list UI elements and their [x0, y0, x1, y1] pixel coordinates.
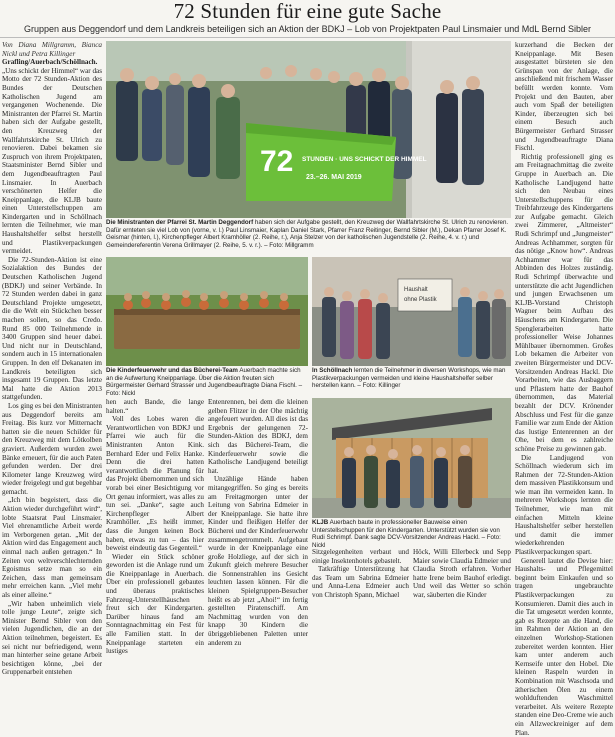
subhead: Gruppen aus Deggendorf und dem Landkreis beteiligen sich an Aktion der BDKJ – Lob von Projektpaten Paul Linsmaier und MdL Bernd Sibler: [23, 24, 591, 34]
article-paragraph: kurzerhand die Becken der Kneippanlage. Mit Besen ausgestattet bürsteten sie den Grünspan von der Anlage, die anschließend mit frischem Wasser befüllt werden konnte. Vom Projekt und den Bauten, aber auch vom Spaß der beteiligten Kinder, überzeugten sich bei einem Besuch auch Bürgermeister Gerhard Strasser und Jugendbeauftragte Diana Fischl.: [515, 41, 613, 153]
banner-dates: 23.–26. MAI 2019: [306, 174, 362, 181]
dateline: Grafling/Auerbach/Schöllnach.: [2, 58, 98, 67]
photo-schoellnach: [312, 257, 511, 366]
article-paragraph: Voll des Lobes waren die Verantwortlichen von BDKJ und Pfarrei wie auch für die Ministranten Anton Kink. Bernhard Eder und Felix Hanke. Denn die drei hatten verantwortlich die Planung für das Projekt übernommen und sich vorab bei einer Besichtigung vor Ort genau informiert, was alles zu tun sei. „Danke“, sagte auch Kirchenpfleger Albert Kramhöller. „Es heißt immer, dass die Jungen keinen Bock haben, etwas zu tun – das hier beweist eindeutig das Gegenteil.“: [106, 415, 204, 553]
group-photo-illustration: [106, 41, 511, 218]
photo-kneipp: [106, 257, 308, 366]
article-paragraph: Unzählige Hände haben mitangegriffen. So ging es bereits am Freitagmorgen unter der Leitung von Sabrina Edmeier in der Kneippanlage. Sie hatte ihre Kinder und fleißigen Helfer der Bücherei und der Kinderfeuerwehr zusammengetrommelt. Aufgebaut wurde in der Kneippanlage eine große Holzliege, auf der sich in Zukunft gleich mehrere Besucher die Sonnenstrahlen ins Gesicht leuchten lassen können. Für die kleinen Spielgruppen-Besucher heißt es ab jetzt „Ahoi!“ im fertig gestellten Piratenschiff. Am Nachmittag wurden von den knapp 30 Kindern die übriggebliebenen Paletten unter anderem zu: [208, 475, 308, 647]
article-paragraph: „Ich bin begeistert, dass die Aktion wieder durchgeführt wird“, lobte Staatsrat Paul Linsmaier. Viel ehrenamtliche Arbeit werde im Verborgenen getan. „Mit der Aktion wird das Engagement auch einmal nach außen getragen.“ In Zeiten von weltverschlechternden Egoismus setze man so ein Zeichen, dass man gemeinsam mehr erreichen kann. „Viel mehr als einer alleine.“: [2, 496, 102, 599]
article-paragraph: [2, 58, 102, 256]
article-paragraph: Wieder ein Stück schöner geworden ist die Anlage rund um die Kneippanlage in Auerbach. Über ein professionell gebautes und überaus praktisches Fahrzeug-Unterstellhäuschen freut sich der Kindergarten. Darüber hinaus fand am Sonntagnachmittag ein Fest für alle Familien statt. In der Kneippanlage starteten ein lustiges: [106, 552, 204, 656]
caption-text: Auerbach baute in professioneller Bauweise einen Unterstellschuppen für den Kindergarten. Unterstützt wurden sie von Rudi Schrimpf. Dank sagte DCV-Vorsitzender Andreas Hackl.: [312, 519, 500, 542]
article-paragraph: Sitzgelegenheiten verbaut und einige Insektenhotels gebastelt.: [312, 548, 409, 565]
article-paragraph: Richtig professionell ging es am Freitagnachmittag die zweite Gruppe in Auerbach an. Die Katholische Landjugend hatte sich den Neubau eines Unterstellschuppens für die Treibfahrzeuge des Kindergartens zur Aufgabe gemacht. Gleich zwei Zimmerer, „Altmeister“ Rudi Schrimpf und „Jungmeister“ Andreas Achhammer, sorgten für das nötige „Know how“. Andreas Achhammer war für das Abbinden des Holzes zuständig. Rudi Schrimpf überwachte und unterstützte die acht Jugendlichen und jungen Erwachsenen um KLJB-Vorstand Christoph Wagner beim Aufbau des Häuschens am Kindergarten. Die Spenglerarbeiten hatte professioneller Weise Johannes Mühlbauer übernommen. Großes Lob bekamen die Arbeiter von zweiten Bürgermeister und DCV-Vorsitzenden Andreas Hackl. Die Vorarbeiten, wie das Ausbaggern und Pflastern hatte der Bauhof übernommen, das Material bezahlt der DCV. Krönender Abschluss und Fest für die ganze Familie war zum Ende der Aktion das lustige Entenrennen an der Ohe, bei dem es zahlreiche schöne Preise zu gewinnen gab.: [515, 152, 613, 453]
column-5: [413, 548, 511, 598]
article-paragraph: Die 72-Stunden-Aktion ist eine Sozialaktion des Bundes der Deutschen Katholischen Jugend (BDKJ) und seiner Verbände. In 72 Stunden werden dabei in ganz Deutschland Projekte umgesetzt, die die Welt ein Stückchen besser machen sollen, so das Credo. Rund 85 000 Teilnehmende in 3400 Gruppen sind heuer dabei. Und nicht nur in Deutschland, sondern auch in 15 internationalen Gruppen. In den elf Dekanaten im Landkreis beteiligten sich insgesamt 19 Gruppen. Das letzte Mal hatte die Aktion 2013 stattgefunden.: [2, 255, 102, 402]
photo-credit: – Foto: Millgramm: [264, 241, 314, 249]
article-paragraph: Die Landjugend von Schöllnach wiederum sich im Rahmen der 72-Stunden-Aktion dem massiven Plastikkonsum und wie man ihn vermeiden kann. In mehreren Workshops lernten die Teilnehmer, wie man mit einfachen Mitteln kleine Haushaltshelfer selber herstellen und damit die immer wiederkehrenden Plastikverpackungen spart.: [515, 453, 613, 557]
article-paragraph: Generell lautet die Devise hier: Haushalts- und Pflegemittel beginnt beim Einkaufen und so tragen ungebrauchte Plastikverpackungen zu Konsumieren. Damit dies auch in die Tat umgesetzt werden konnte, gab es Rezepte an die Hand, die im Rahmen der Aktion an den einzelnen Workshop-Stationen zubereitet werden konnten. Hier kam unter anderem auch Kernseife unter den Hobel. Die kleinen Raspeln wurden in Kombination mit Waschsoda und ätherischen Ölen zu einem wohlduftenden Waschmittel verarbeitet. Als weitere Rezepte standen eine Deo-Creme wie auch ein Allzweckreiniger auf dem Plan.: [515, 556, 613, 737]
banner-slogan: STUNDEN · UNS SCHICKT DER HIMMEL: [302, 156, 427, 163]
photo-kljb: [312, 398, 511, 518]
column-4: [312, 548, 409, 598]
article-paragraph: Tatkräftige Unterstützung hat das Team um Sabrina Edmeier und Anna-Lena Edmeier auch von Christoph Spann, Michael: [312, 565, 409, 599]
kneipp-photo-illustration: [106, 257, 308, 366]
svg-text:Haushalt: Haushalt: [404, 287, 428, 293]
photo-ministranten: [106, 41, 511, 218]
headline: 72 Stunden für eine gute Sache: [173, 0, 442, 23]
schoellnach-photo-illustration: [312, 257, 511, 366]
column-2: [106, 398, 204, 656]
article-paragraph: „Wir haben unheimlich viele tolle junge Leute“, zeigte sich Minister Bernd Sibler von den vielen Jugendlichen, die an der Aktion teilnehmen, begeistert. Es sei nicht nur befriedigend, wenn man hinterher seine getane Arbeit besichtigen könne, „bei der Gruppenarbeit entstehen: [2, 599, 102, 677]
caption-kljb: [312, 519, 511, 549]
caption-schoellnach: [312, 367, 511, 395]
banner-number: 72: [260, 145, 294, 178]
article-paragraph: hen auch Bande, die lange halten.“: [106, 398, 204, 415]
caption-text: lernten die Teilnehmer in diversen Workshops, wie man Plastikverpackungen vermeiden und kleine Haushaltshelfer selber herstellen kann.: [312, 367, 506, 390]
article-paragraph: Höck, Willi Ellerbeck und Sepp Maier sowie Claudia Edmeier und Claudia Stroth erfahren. Vorher hatte Irene beim Bauhof erledigt. Und weil das Wetter so schön war, säuberten die Kinder: [413, 548, 511, 599]
caption-text: haben sich der Aufgabe gestellt, den Kreuzweg der Wallfahrtskirche St. Ulrich zu renovieren. Dafür ernteten sie viel Lob von (vorne, v. l.) Paul Linsmaier, Kaplan Daniel Stark, Pfarrer Franz Reitinger, Bernd Sibler (M.), Dekan Pfarrer Josef K. Geismar (hinten, l.), Kirchenpfleger Albert Kramhöller (2. Reihe, r.), Anja Stelzer von der katholischen Jugendstelle (2. Reihe, 4. v. r.) und Gemeindereferentin Verena Grillmayer (2. Reihe, 5. v. r.).: [106, 219, 509, 249]
photo-credit: – Foto: Nickl: [312, 534, 501, 549]
column-1: [2, 41, 102, 677]
svg-text:ohne Plastik: ohne Plastik: [404, 297, 437, 303]
byline: Von Diana Millgramm, Bianca Nickl und Petra Killinger: [2, 41, 102, 58]
caption-title: Die Ministranten der Pfarrei St. Martin Deggendorf: [106, 219, 254, 226]
caption-title: Die Kinderfeuerwehr und das Bücherei-Team: [106, 367, 238, 374]
caption-text: Auerbach machte sich an die Aufwertung Kneippanlage. Über die Aktion freuten sich Bürgermeister Gerhard Strasser und Jugendbeauftragte Diana Fischl.: [106, 367, 301, 390]
photo-credit: – Foto: Nickl: [106, 382, 303, 397]
caption-title: KLJB: [312, 519, 329, 526]
article-paragraph: Los ging es bei den Ministranten aus Deggendorf bereits am Freitag. Bis kurz vor Mitternacht hatten sie die neuen Schilder für den Kreuzweg mit dem Lötkolben graviert. Außerdem wurden zwei Bänke erneuert, für die auch Paten gefunden werden. Der drei Kilometer lange Kreuzweg wird wieder freigelegt und gut begehbar gemacht.: [2, 401, 102, 496]
caption-kneipp: [106, 367, 308, 395]
article-paragraph: Entenrennen, bei dem die kleinen gelben Flitzer in der Ohe mächtig angefeuert wurden. All dies ist das Ergebnis der gelungenen 72-Stunden-Aktion des BDKJ, dem sich das Bücherei-Team, die Kinderfeuerwehr sowie die Katholische Landjugend beteiligt hat.: [208, 398, 308, 475]
divider: [0, 37, 615, 38]
photo-credit: – Foto: Killinger: [357, 382, 401, 390]
caption-ministranten: [106, 219, 511, 253]
caption-title: In Schöllnach: [312, 367, 353, 374]
kljb-photo-illustration: [312, 398, 511, 518]
paragraph-text: „Uns schickt der Himmel“ war das Motto der 72 Stunden-Aktion des Bundes der Deutschen Katholischen Jugend am vergangenen Wochenende. Die Ministranten der Pfarrei St. Martin haben sich der Aufgabe gestellt, den Kreuzweg der Wallfahrtskirche St. Ulrich zu renovieren. Dabei bekamen sie Zuspruch von ihrem Projektpaten, Staatsminister Bernd Sibler und dem Jugendbeauftragten Paul Linsmaier. In Auerbach verschönerten Helfer die Kneippanlage, die KLJB baute einen Unterstellschuppen am Kindergarten und in Schöllnach lernten die Teilnehmer, wie man Haushaltshelfer selbst herstellt und Plastikverpackungen vermeidet.: [2, 66, 102, 256]
column-6: [515, 41, 613, 737]
column-3: [208, 398, 308, 647]
